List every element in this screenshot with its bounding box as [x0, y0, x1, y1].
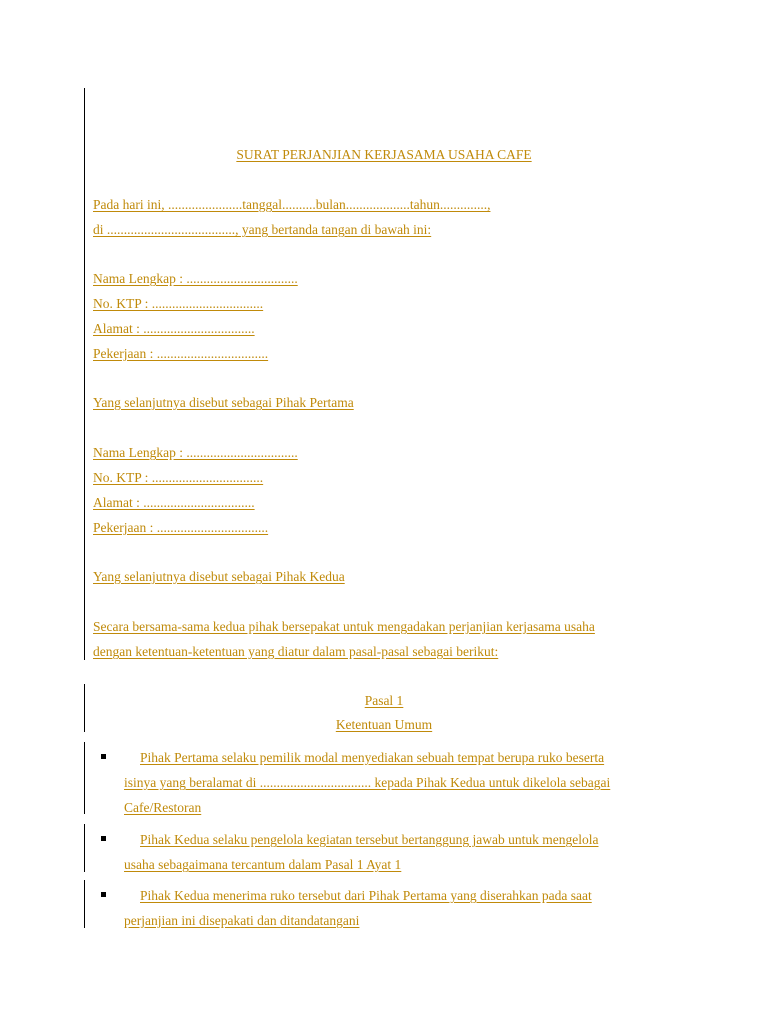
item3-line-1: Pihak Kedua menerima ruko tersebut dari Pihak Pertama yang diserahkan pada saat: [140, 888, 592, 903]
party1-note: Yang selanjutnya disebut sebagai Pihak Pertama: [93, 395, 354, 410]
party1-job: Pekerjaan : .................................: [93, 346, 269, 361]
pasal-subtitle: Ketentuan Umum: [335, 717, 433, 732]
agreement-line-1: Secara bersama-sama kedua pihak bersepakat untuk mengadakan perjanjian kerjasama usaha: [93, 619, 595, 634]
party2-name: Nama Lengkap : .................................: [93, 445, 298, 460]
party1-name: Nama Lengkap : .................................: [93, 271, 298, 286]
left-margin-rule-top: [84, 88, 85, 660]
intro-line-2: di ......................................, yang bertanda tangan di bawah ini:: [93, 222, 432, 237]
item1-line-1: Pihak Pertama selaku pemilik modal menyediakan sebuah tempat berupa ruko beserta: [140, 750, 605, 765]
party2-job: Pekerjaan : .................................: [93, 520, 269, 535]
item3-line-2: perjanjian ini disepakati dan ditandatangani: [124, 913, 360, 928]
left-margin-rule-item2: [84, 824, 85, 872]
item1-line-2: isinya yang beralamat di ................................. kepada Pihak Kedua untuk dikelola sebagai: [124, 775, 611, 790]
list-bullet: [101, 892, 106, 897]
party1-address: Alamat : .................................: [93, 321, 255, 336]
party2-note: Yang selanjutnya disebut sebagai Pihak Kedua: [93, 569, 345, 584]
party2-address: Alamat : .................................: [93, 495, 255, 510]
item1-line-3: Cafe/Restoran: [124, 800, 202, 815]
item2-line-2: usaha sebagaimana tercantum dalam Pasal 1 Ayat 1: [124, 857, 402, 872]
intro-line-1: Pada hari ini, ......................tanggal..........bulan...................tahun..............,: [93, 197, 491, 212]
list-bullet: [101, 836, 106, 841]
document-title: SURAT PERJANJIAN KERJASAMA USAHA CAFE: [236, 147, 532, 162]
party1-ktp: No. KTP : .................................: [93, 296, 264, 311]
list-bullet: [101, 754, 106, 759]
item2-line-1: Pihak Kedua selaku pengelola kegiatan tersebut bertanggung jawab untuk mengelola: [140, 832, 599, 847]
left-margin-rule-item3: [84, 880, 85, 928]
party2-ktp: No. KTP : .................................: [93, 470, 264, 485]
agreement-line-2: dengan ketentuan-ketentuan yang diatur dalam pasal-pasal sebagai berikut:: [93, 644, 499, 659]
pasal-title: Pasal 1: [364, 693, 404, 708]
left-margin-rule-item1: [84, 742, 85, 814]
